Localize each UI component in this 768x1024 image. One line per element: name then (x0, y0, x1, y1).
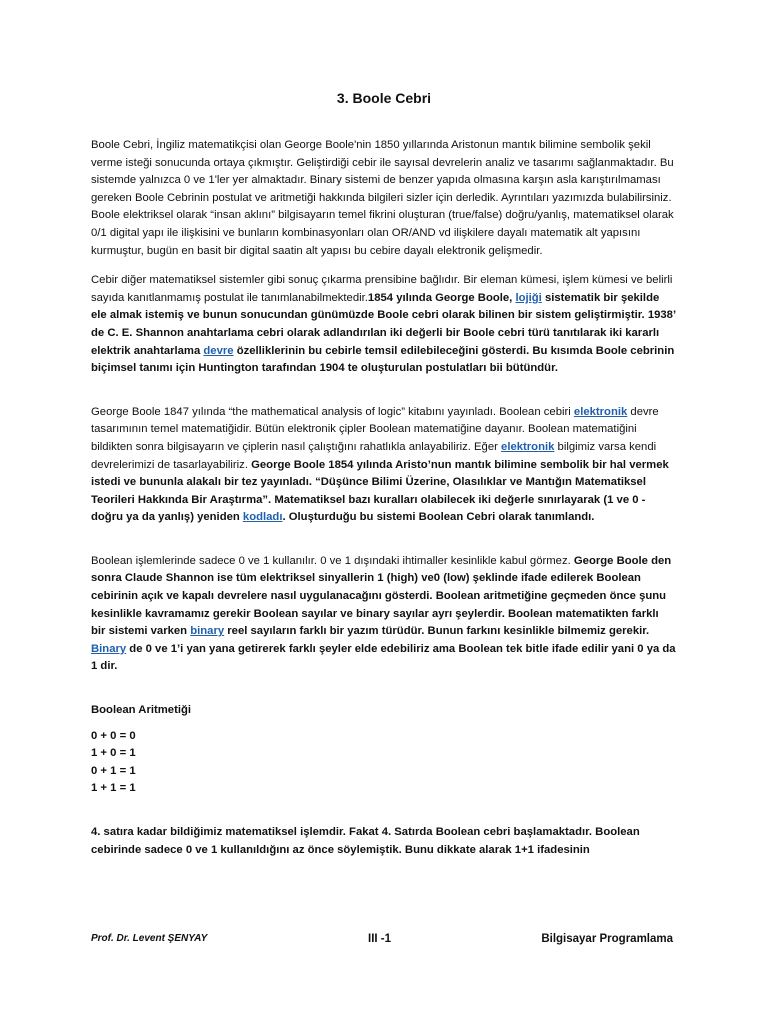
equation-line: 1 + 1 = 1 (91, 782, 136, 795)
spacer (91, 390, 676, 404)
arithmetic-heading: Boolean Aritmetiği (91, 704, 192, 717)
text-span-bold: . Oluşturduğu bu sistemi Boolean Cebri olarak tanımlandı. (282, 511, 595, 524)
text-span-bold: özelliklerinin bu cebirle temsil edilebileceğini gösterdi. Bu kısımda Boole cebrinin biçimsel tanımı için Huntington tarafından 1904 te oluşturulan postulatları bii bütündür. (91, 344, 675, 375)
text-span-bold: reel sayıların farklı bir yazım türüdür. Bunun farkını kesinlikle bilmemiz gerekir. (224, 625, 650, 638)
paragraph-satira-kadar: 4. satıra kadar bildiğimiz matematiksel işlemdir. Fakat 4. Satırda Boolean cebri başlamaktadır. Boolean cebirinde sadece 0 ve 1 kullanıldığını az önce söylemiştik. Bunu dikkate alarak 1+1 ifadesinin (91, 826, 640, 856)
equation-line: 0 + 1 = 1 (91, 764, 136, 777)
text-span: Boolean işlemlerinde sadece 0 ve 1 kullanılır. 0 ve 1 dışındaki ihtimaller kesinlikle kabul görmez. (91, 554, 574, 567)
text-span-bold: George Boole 1854 yılında Aristo’nun mantık bilimine sembolik bir hal vermek istedi ve bununla alakalı bir tez yayınladı. “Düşünce Bilimi Üzerine, Olasılıklar ve Mantığın Matematiksel Teorileri Hakkında Bir Araştırma”. Matematiksel bazı kuralları olabilecek iki değerle sınırlayarak (1 ve 0 - doğru ya da yanlış) yeniden (91, 458, 669, 524)
equation-line: 0 + 0 = 0 (91, 729, 136, 742)
text-span-bold: George Boole den sonra Claude Shannon ise tüm elektriksel sinyallerin 1 (high) ve0 (low) şeklinde ifade edilerek Boolean cebirinin açık ve kapalı devrelere nasıl uygulanacağını gösterdi. Boolean aritmetiğine geçmeden önce şunu kesinlikle kavramamız gerekir Boolean sayılar ve binary sayılar ayrı şeylerdir. Boolean matematikten farklı bir sistemi varken (91, 554, 672, 638)
paragraph-cebir (91, 272, 676, 378)
text-span: Cebir diğer matematiksel sistemler gibi sonuç çıkarma prensibine bağlıdır. Bir eleman kümesi, işlem kümesi ve belirli sayıda kanıtlanmamış postulat ile tanımlanabilmektedir. (91, 274, 673, 304)
text-span-bold: de 0 ve 1’i yan yana getirerek farklı şeyler elde edebiliriz ama Boolean tek bitle ifade edilir yani 0 ya da 1 dir. (91, 642, 676, 673)
spacer (91, 798, 676, 824)
link-binary-2[interactable]: Binary (91, 642, 127, 655)
paragraph-boolean-islemleri (91, 553, 676, 676)
footer-course: Bilgisayar Programlama (541, 933, 673, 945)
text-span: George Boole 1847 yılında “the mathematical analysis of logic” kitabını yayınladı. Boolean cebiri (91, 405, 574, 418)
equation-line: 1 + 0 = 1 (91, 747, 136, 760)
paragraph-intro: Boole Cebri, İngiliz matematikçisi olan George Boole'nin 1850 yıllarında Aristonun mantık bilimine sembolik şekil verme isteği sonucunda ortaya çıkmıştır. Geliştirdiği cebir ile sayısal devrelerin analiz ve tasarımı sağlanmaktadır. Bu sistemde yalnızca 0 ve 1'ler yer almaktadır. Binary sistemi de benzer yapıda olmasına karşın asla karıştırılmaması gereken Boole Cebrinin postulat ve aritmetiği hakkında bilgileri sizler için derledik. Ayrıntıları yazımızda bulabilirsiniz. Boole elektriksel olarak “insan aklını” bilgisayarın temel fikrini oluşturan (true/false) doğru/yanlış, matematiksel olarak 0/1 digital yapı ile ilişkisini ve bunların kombinasyonları olan OR/AND vd ilişkilere dayalı matematik alt yapısını kurmuştur, bugün en basit bir digital saatin alt yapısı bu cebire dayalı elektronik gelişmedir. (91, 139, 674, 257)
link-elektronik-2[interactable]: elektronik (501, 440, 555, 453)
link-devre[interactable]: devre (203, 344, 234, 357)
paragraph-george-boole (91, 404, 676, 527)
body-text (91, 137, 676, 871)
link-binary-1[interactable]: binary (190, 625, 225, 638)
page-footer (91, 933, 673, 951)
text-span: devre tasarımının temel matematiğidir. Bütün elektronik çipler Boolean matematiğine dayanır. Boolean matematiğini bildikten sonra bilgisayarın ve çiplerin nasıl çalıştığını rahatlıkla anlayabiliriz. Eğer (91, 405, 659, 453)
text-span-bold: 1854 yılında George Boole, (367, 291, 516, 304)
link-kodladi[interactable]: kodladı (242, 511, 283, 524)
text-span: bilgimiz varsa kendi devrelerimizi de tasarlayabiliriz. (91, 440, 657, 471)
spacer (91, 688, 676, 702)
page-title: 3. Boole Cebri (336, 90, 432, 106)
footer-author: Prof. Dr. Levent ŞENYAY (91, 933, 208, 944)
link-lojigi[interactable]: lojiği (515, 291, 542, 304)
spacer (91, 539, 676, 553)
text-span-bold: sistematik bir şekilde ele almak istemiş ve bunun sonucundan günümüzde Boole cebri olarak bilinen bir sistem geliştirmiştir. 1938’ de C. E. Shannon anahtarlama cebri olarak adlandırılan iki değerli bir Boole cebri türü tanıtılarak iki kararlı elektrik anahtarlama (91, 291, 676, 357)
footer-page-number: III -1 (368, 933, 392, 945)
link-elektronik-1[interactable]: elektronik (573, 405, 628, 418)
